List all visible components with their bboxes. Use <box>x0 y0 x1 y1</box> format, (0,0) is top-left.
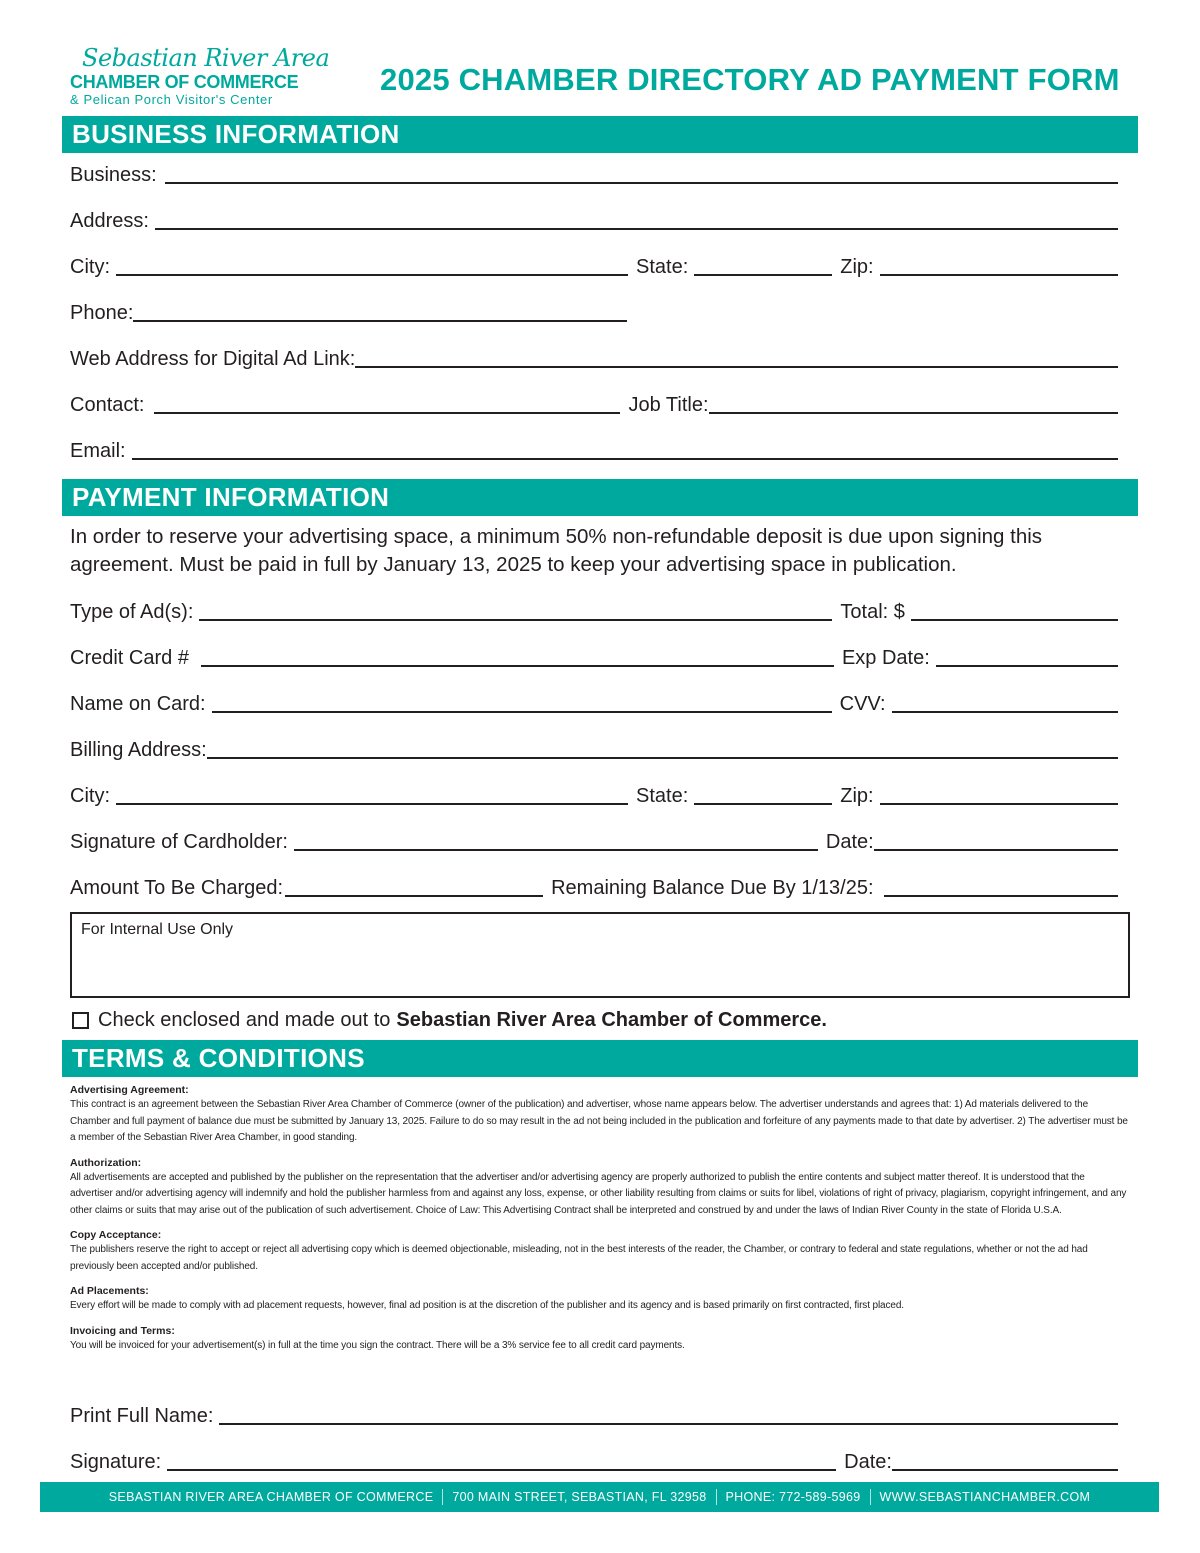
remaining-balance-label: Remaining Balance Due By 1/13/25: <box>551 877 874 899</box>
term-authorization <box>70 1156 1130 1220</box>
logo-script-text: Sebastian River Area <box>82 44 330 72</box>
print-name-field[interactable] <box>219 1423 1118 1425</box>
footer-phone: PHONE: 772-589-5969 <box>725 1490 861 1504</box>
terms-section-heading: TERMS & CONDITIONS <box>62 1040 1138 1077</box>
logo-sub-text: & Pelican Porch Visitor's Center <box>70 92 273 107</box>
print-name-label: Print Full Name: <box>70 1405 214 1427</box>
business-label: Business: <box>70 164 157 186</box>
business-row <box>70 160 1118 188</box>
footer-org: SEBASTIAN RIVER AREA CHAMBER OF COMMERCE <box>108 1490 434 1504</box>
amount-charged-field[interactable] <box>285 895 543 897</box>
page-header <box>70 44 1130 110</box>
ad-type-field[interactable] <box>199 619 832 621</box>
state-field[interactable] <box>694 274 832 276</box>
payment-section-heading: PAYMENT INFORMATION <box>62 479 1138 516</box>
name-on-card-label: Name on Card: <box>70 693 206 715</box>
chamber-logo <box>70 44 330 110</box>
footer-divider <box>716 1489 717 1505</box>
billing-address-label: Billing Address: <box>70 739 207 761</box>
cardholder-date-field[interactable] <box>874 849 1118 851</box>
footer-divider <box>442 1489 443 1505</box>
billing-zip-field[interactable] <box>880 803 1118 805</box>
billing-city-label: City: <box>70 785 110 807</box>
signature-label: Signature: <box>70 1451 162 1473</box>
cardholder-signature-row <box>70 827 1118 855</box>
billing-address-field[interactable] <box>207 757 1118 759</box>
amount-charged-row <box>70 873 1118 901</box>
logo-main-text: CHAMBER OF COMMERCE <box>70 72 299 92</box>
cardholder-date-label: Date: <box>825 831 874 853</box>
city-state-zip-row <box>70 252 1118 280</box>
total-field[interactable] <box>911 619 1118 621</box>
contact-field[interactable] <box>154 412 620 414</box>
amount-charged-label: Amount To Be Charged: <box>70 877 284 899</box>
credit-card-label: Credit Card # <box>70 647 189 669</box>
email-field[interactable] <box>132 458 1118 460</box>
web-address-field[interactable] <box>355 366 1118 368</box>
billing-city-state-zip-row <box>70 781 1118 809</box>
name-on-card-field[interactable] <box>212 711 832 713</box>
address-field[interactable] <box>155 228 1118 230</box>
billing-city-field[interactable] <box>116 803 628 805</box>
page-title: 2025 CHAMBER DIRECTORY AD PAYMENT FORM <box>380 62 1120 97</box>
billing-address-row <box>70 735 1118 763</box>
check-payee-name: Sebastian River Area Chamber of Commerce. <box>396 1008 827 1031</box>
check-enclosed-text: Check enclosed and made out to <box>98 1008 391 1031</box>
billing-zip-label: Zip: <box>840 785 874 807</box>
term-body: All advertisements are accepted and published by the publisher on the representation that the advertiser and/or advertising agency are properly authorized to publish the entire contents and subject matter thereof. It is understood that the advertiser and/or advertising agency will indemnify and hold the publisher harmless from and against any loss, expense, or other liability resulting from claims or suits for libel, violations of right of privacy, plagiarism, copyright infringement, and any other claims or suits that may arise out of the publication of such advertisement. Choice of Law: This Advertising Contract shall be interpreted and construed by and under the laws of Indian River County in the state of Florida U.S.A. <box>70 1171 1127 1216</box>
cardholder-signature-label: Signature of Cardholder: <box>70 831 288 853</box>
phone-row <box>70 298 1118 326</box>
check-enclosed-row <box>72 1006 827 1034</box>
footer-website: WWW.SEBASTIANCHAMBER.COM <box>879 1490 1091 1504</box>
footer-address: 700 MAIN STREET, SEBASTIAN, FL 32958 <box>452 1490 707 1504</box>
billing-state-label: State: <box>636 785 689 807</box>
name-on-card-row <box>70 689 1118 717</box>
signature-date-field[interactable] <box>892 1469 1118 1471</box>
term-copy-acceptance <box>70 1228 1130 1275</box>
term-advertising-agreement <box>70 1083 1130 1147</box>
cvv-field[interactable] <box>892 711 1118 713</box>
ad-type-label: Type of Ad(s): <box>70 601 194 623</box>
exp-date-label: Exp Date: <box>841 647 930 669</box>
exp-date-field[interactable] <box>936 665 1118 667</box>
term-body: You will be invoiced for your advertisement(s) in full at the time you sign the contract. There will be a 3% service fee to all credit card payments. <box>70 1339 685 1351</box>
web-address-row <box>70 344 1118 372</box>
address-row <box>70 206 1118 234</box>
total-label: Total: $ <box>840 601 905 623</box>
internal-use-box <box>70 912 1130 998</box>
check-enclosed-checkbox[interactable] <box>72 1012 89 1029</box>
business-section-heading: BUSINESS INFORMATION <box>62 116 1138 153</box>
contact-row <box>70 390 1118 418</box>
billing-state-field[interactable] <box>694 803 832 805</box>
ad-type-row <box>70 597 1118 625</box>
term-title: Ad Placements: <box>70 1285 149 1297</box>
term-body: The publishers reserve the right to accept or reject all advertising copy which is deemed objectionable, misleading, not in the best interests of the reader, the Chamber, or contrary to federal and state regulations, whether or not the ad had previously been accepted and/or published. <box>70 1244 1088 1272</box>
term-title: Invoicing and Terms: <box>70 1324 175 1337</box>
term-title: Copy Acceptance: <box>70 1229 162 1241</box>
term-ad-placements <box>70 1284 1130 1315</box>
job-title-label: Job Title: <box>628 394 709 416</box>
term-invoicing <box>70 1324 1130 1355</box>
payment-intro-text: In order to reserve your advertising space, a minimum 50% non-refundable deposit is due upon signing this agreement. Must be paid in full by January 13, 2025 to keep your advertising space in publication. <box>70 525 1043 576</box>
page-footer <box>40 1482 1159 1512</box>
phone-field[interactable] <box>133 320 627 322</box>
city-field[interactable] <box>116 274 628 276</box>
signature-field[interactable] <box>167 1469 836 1471</box>
terms-content <box>70 1083 1130 1363</box>
email-row <box>70 436 1118 464</box>
phone-label: Phone: <box>70 302 134 324</box>
zip-field[interactable] <box>880 274 1118 276</box>
signature-date-label: Date: <box>844 1451 892 1473</box>
footer-divider <box>870 1489 871 1505</box>
cardholder-signature-field[interactable] <box>294 849 818 851</box>
address-label: Address: <box>70 210 149 232</box>
print-name-row <box>70 1401 1118 1429</box>
remaining-balance-field[interactable] <box>884 895 1118 897</box>
term-title: Authorization: <box>70 1156 142 1169</box>
state-label: State: <box>636 256 689 278</box>
contact-label: Contact: <box>70 394 145 416</box>
zip-label: Zip: <box>840 256 874 278</box>
job-title-field[interactable] <box>709 412 1118 414</box>
city-label: City: <box>70 256 110 278</box>
business-field[interactable] <box>165 182 1118 184</box>
credit-card-row <box>70 643 1118 671</box>
term-body: Every effort will be made to comply with ad placement requests, however, final ad position is at the discretion of the publisher and its agency and is based primarily on first contracted, first placed. <box>70 1300 904 1311</box>
term-body: This contract is an agreement between the Sebastian River Area Chamber of Commerce (owner of the publication) and advertiser, whose name appears below. The advertiser understands and agrees that: 1) Ad materials delivered to the Chamber and full payment of balance due must be submitted by January 13, 2025. Failure to do so may result in the ad not being included in the publication and forfeiture of any payments made to that date by advertiser. 2) The advertiser must be a member of the Sebastian River Area Chamber, in good standing. <box>70 1099 1128 1143</box>
email-label: Email: <box>70 440 126 462</box>
internal-use-label: For Internal Use Only <box>81 921 234 938</box>
cvv-label: CVV: <box>839 693 886 715</box>
web-address-label: Web Address for Digital Ad Link: <box>70 348 356 370</box>
signature-row <box>70 1447 1118 1475</box>
credit-card-field[interactable] <box>201 665 834 667</box>
term-title: Advertising Agreement: <box>70 1084 189 1096</box>
